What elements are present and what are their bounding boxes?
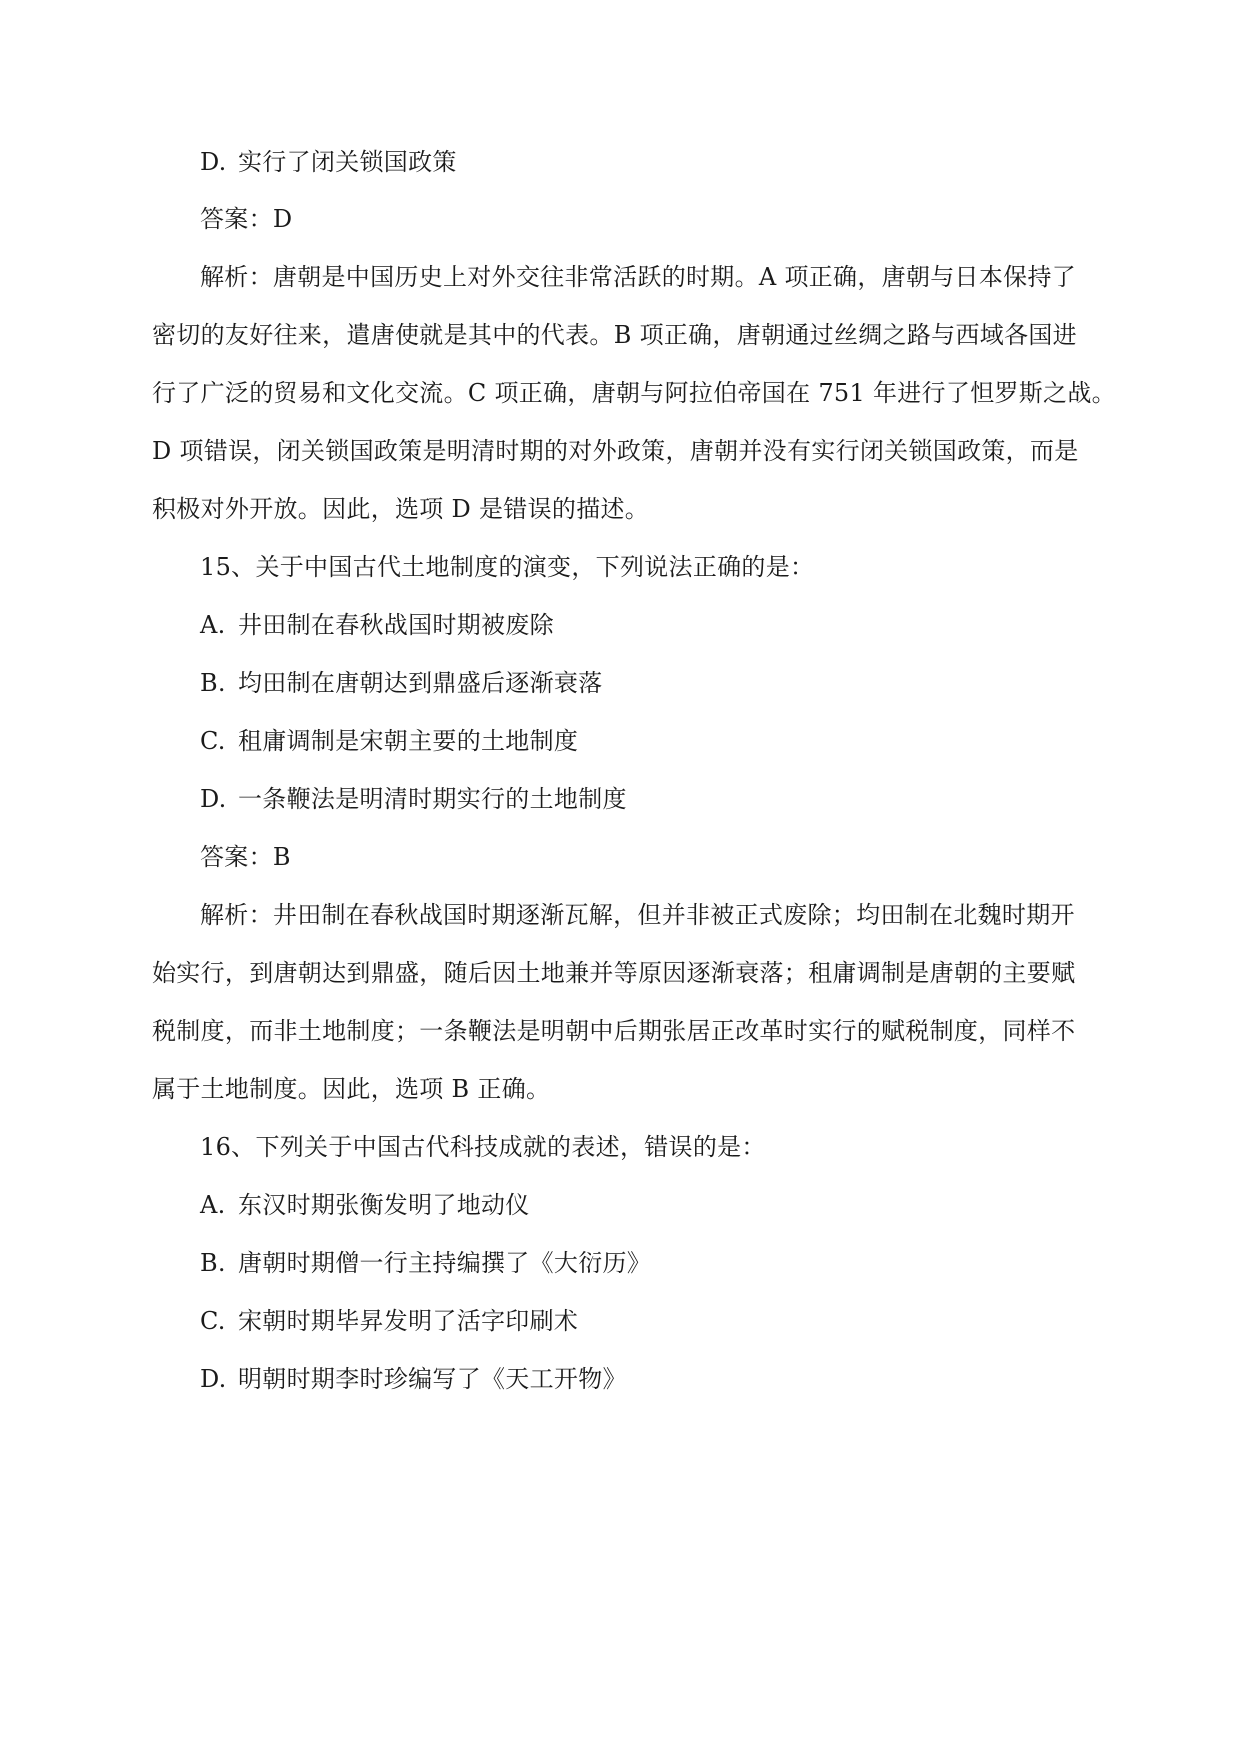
q14-analysis-line: 密切的友好往来，遣唐使就是其中的代表。B 项正确，唐朝通过丝绸之路与西域各国进 xyxy=(152,321,1077,349)
q15-answer: 答案：B xyxy=(200,843,291,871)
q16-option-a xyxy=(200,1189,530,1221)
option-letter: D. xyxy=(200,148,227,176)
option-text: 宋朝时期毕昇发明了活字印刷术 xyxy=(238,1307,579,1335)
q15-option-c xyxy=(200,725,578,757)
q14-answer: 答案：D xyxy=(200,205,293,233)
option-text: 井田制在春秋战国时期被废除 xyxy=(238,611,554,639)
option-letter: C. xyxy=(200,1307,226,1335)
option-text: 租庸调制是宋朝主要的土地制度 xyxy=(238,727,579,755)
q16-option-c xyxy=(200,1305,578,1337)
q15-analysis-line: 始实行，到唐朝达到鼎盛，随后因土地兼并等原因逐渐衰落；租庸调制是唐朝的主要赋 xyxy=(152,959,1076,987)
option-letter: B. xyxy=(200,669,226,697)
option-letter: A. xyxy=(200,611,226,639)
option-letter: A. xyxy=(200,1191,226,1219)
option-letter: B. xyxy=(200,1249,226,1277)
option-letter: C. xyxy=(200,727,226,755)
q15-option-d xyxy=(200,783,627,815)
q15-analysis-line: 属于土地制度。因此，选项 B 正确。 xyxy=(152,1075,551,1103)
q15-stem: 15、关于中国古代土地制度的演变，下列说法正确的是： xyxy=(200,553,815,581)
option-text: 一条鞭法是明清时期实行的土地制度 xyxy=(238,785,627,813)
q14-analysis-line: 行了广泛的贸易和文化交流。C 项正确，唐朝与阿拉伯帝国在 751 年进行了怛罗斯之战。 xyxy=(152,379,1116,407)
option-letter: D. xyxy=(200,785,227,813)
q15-option-a xyxy=(200,609,554,641)
q16-stem: 16、下列关于中国古代科技成就的表述，错误的是： xyxy=(200,1133,766,1161)
q14-option-d xyxy=(200,146,457,178)
option-text: 明朝时期李时珍编写了《天工开物》 xyxy=(238,1365,627,1393)
option-text: 东汉时期张衡发明了地动仪 xyxy=(238,1191,530,1219)
q16-option-b xyxy=(200,1247,651,1279)
q14-analysis-line: 解析：唐朝是中国历史上对外交往非常活跃的时期。A 项正确，唐朝与日本保持了 xyxy=(200,263,1077,291)
q16-option-d xyxy=(200,1363,627,1395)
q14-analysis-line: D 项错误，闭关锁国政策是明清时期的对外政策，唐朝并没有实行闭关锁国政策，而是 xyxy=(152,437,1079,465)
q15-option-b xyxy=(200,667,603,699)
q15-analysis-line: 税制度，而非土地制度；一条鞭法是明朝中后期张居正改革时实行的赋税制度，同样不 xyxy=(152,1017,1076,1045)
option-text: 唐朝时期僧一行主持编撰了《大衍历》 xyxy=(238,1249,652,1277)
option-text: 实行了闭关锁国政策 xyxy=(238,148,457,176)
q15-analysis-line: 解析：井田制在春秋战国时期逐渐瓦解，但并非被正式废除；均田制在北魏时期开 xyxy=(200,901,1075,929)
option-text: 均田制在唐朝达到鼎盛后逐渐衰落 xyxy=(238,669,603,697)
q14-analysis-line: 积极对外开放。因此，选项 D 是错误的描述。 xyxy=(152,495,650,523)
option-letter: D. xyxy=(200,1365,227,1393)
